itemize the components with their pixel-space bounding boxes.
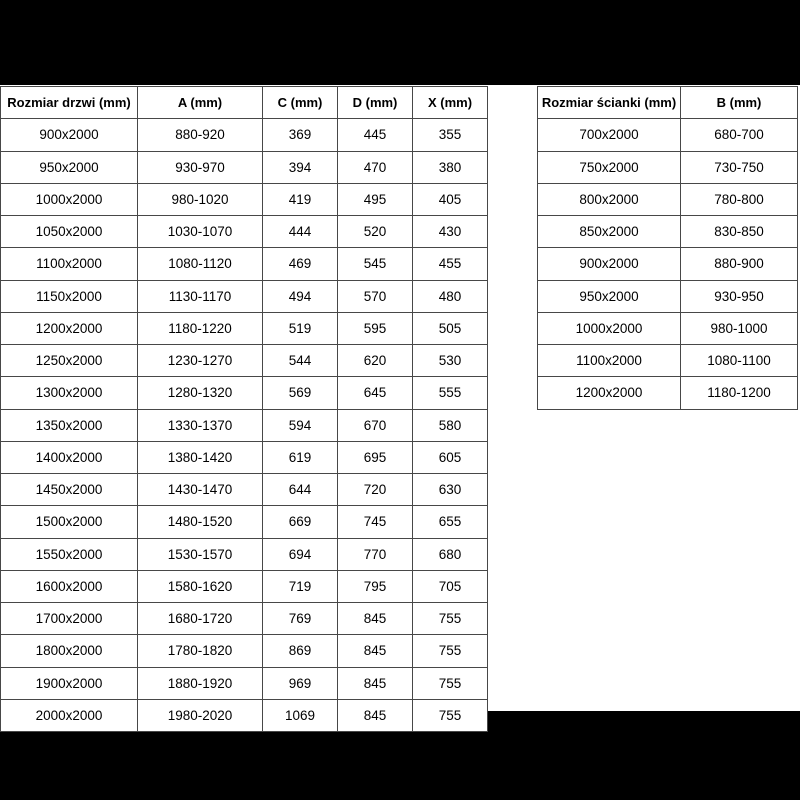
table-row [1, 248, 488, 280]
table-row [1, 603, 488, 635]
table-cell: 1000x2000 [1, 183, 138, 215]
table-cell: 695 [338, 441, 413, 473]
table-cell: 1880-1920 [138, 667, 263, 699]
table-cell: 494 [263, 280, 338, 312]
table-cell: 595 [338, 312, 413, 344]
table-cell: 1200x2000 [538, 377, 681, 409]
table-cell: 570 [338, 280, 413, 312]
table-row [538, 119, 798, 151]
table-cell: 750x2000 [538, 151, 681, 183]
table-cell: 950x2000 [538, 280, 681, 312]
table-cell: 950x2000 [1, 151, 138, 183]
table-cell: 369 [263, 119, 338, 151]
table-cell: 1100x2000 [1, 248, 138, 280]
table-cell: 1300x2000 [1, 377, 138, 409]
table-cell: 1000x2000 [538, 312, 681, 344]
table-cell: 980-1020 [138, 183, 263, 215]
table-row [1, 151, 488, 183]
table-cell: 795 [338, 570, 413, 602]
table-row [1, 635, 488, 667]
column-header: D (mm) [338, 87, 413, 119]
column-header: A (mm) [138, 87, 263, 119]
table-cell: 555 [413, 377, 488, 409]
table-cell: 355 [413, 119, 488, 151]
table-cell: 1680-1720 [138, 603, 263, 635]
table-cell: 1250x2000 [1, 345, 138, 377]
table-cell: 1900x2000 [1, 667, 138, 699]
table-cell: 980-1000 [681, 312, 798, 344]
table-cell: 605 [413, 441, 488, 473]
table-cell: 845 [338, 699, 413, 731]
table-cell: 519 [263, 312, 338, 344]
table-cell: 755 [413, 699, 488, 731]
table-cell: 1550x2000 [1, 538, 138, 570]
table-cell: 1580-1620 [138, 570, 263, 602]
table-row [538, 151, 798, 183]
table-cell: 2000x2000 [1, 699, 138, 731]
table-cell: 869 [263, 635, 338, 667]
table-row [538, 216, 798, 248]
table-cell: 545 [338, 248, 413, 280]
table-cell: 705 [413, 570, 488, 602]
table-row [538, 312, 798, 344]
table-cell: 1530-1570 [138, 538, 263, 570]
table-cell: 1450x2000 [1, 474, 138, 506]
table-cell: 419 [263, 183, 338, 215]
table-cell: 1180-1220 [138, 312, 263, 344]
table-cell: 470 [338, 151, 413, 183]
column-header: Rozmiar ścianki (mm) [538, 87, 681, 119]
table-cell: 720 [338, 474, 413, 506]
table-row [1, 506, 488, 538]
table-cell: 569 [263, 377, 338, 409]
table-cell: 630 [413, 474, 488, 506]
header-row [538, 87, 798, 119]
table-cell: 405 [413, 183, 488, 215]
table-row [1, 280, 488, 312]
table-cell: 480 [413, 280, 488, 312]
table-cell: 845 [338, 635, 413, 667]
table-cell: 1350x2000 [1, 409, 138, 441]
table-cell: 520 [338, 216, 413, 248]
table-cell: 900x2000 [538, 248, 681, 280]
table-cell: 1150x2000 [1, 280, 138, 312]
table-cell: 755 [413, 635, 488, 667]
table-cell: 930-950 [681, 280, 798, 312]
table-cell: 770 [338, 538, 413, 570]
table-cell: 880-900 [681, 248, 798, 280]
table-cell: 1600x2000 [1, 570, 138, 602]
table-row [538, 345, 798, 377]
table-cell: 1080-1120 [138, 248, 263, 280]
table-cell: 645 [338, 377, 413, 409]
table-cell: 444 [263, 216, 338, 248]
table-row [1, 119, 488, 151]
table-cell: 830-850 [681, 216, 798, 248]
table-cell: 644 [263, 474, 338, 506]
table-cell: 1780-1820 [138, 635, 263, 667]
table-cell: 1100x2000 [538, 345, 681, 377]
table-cell: 769 [263, 603, 338, 635]
table-cell: 669 [263, 506, 338, 538]
table-cell: 694 [263, 538, 338, 570]
table-row [1, 216, 488, 248]
table-cell: 730-750 [681, 151, 798, 183]
table-cell: 1130-1170 [138, 280, 263, 312]
table-cell: 670 [338, 409, 413, 441]
table-cell: 719 [263, 570, 338, 602]
table-cell: 1430-1470 [138, 474, 263, 506]
table-cell: 845 [338, 667, 413, 699]
table-row [1, 570, 488, 602]
table-cell: 1200x2000 [1, 312, 138, 344]
table-cell: 1080-1100 [681, 345, 798, 377]
table-cell: 495 [338, 183, 413, 215]
table-cell: 930-970 [138, 151, 263, 183]
table-cell: 700x2000 [538, 119, 681, 151]
table-cell: 594 [263, 409, 338, 441]
table-cell: 1400x2000 [1, 441, 138, 473]
column-header: B (mm) [681, 87, 798, 119]
table-cell: 1030-1070 [138, 216, 263, 248]
table-cell: 900x2000 [1, 119, 138, 151]
table-cell: 745 [338, 506, 413, 538]
table-row [1, 441, 488, 473]
table-cell: 455 [413, 248, 488, 280]
table-cell: 394 [263, 151, 338, 183]
table-cell: 505 [413, 312, 488, 344]
table-row [1, 345, 488, 377]
table-row [1, 474, 488, 506]
table-cell: 430 [413, 216, 488, 248]
table-cell: 620 [338, 345, 413, 377]
table-row [1, 409, 488, 441]
table-row [1, 377, 488, 409]
table-cell: 755 [413, 603, 488, 635]
column-header: X (mm) [413, 87, 488, 119]
table-row [1, 667, 488, 699]
table-cell: 969 [263, 667, 338, 699]
column-header: C (mm) [263, 87, 338, 119]
column-header: Rozmiar drzwi (mm) [1, 87, 138, 119]
wall-size-table [537, 86, 798, 410]
table-row [538, 183, 798, 215]
table-cell: 680 [413, 538, 488, 570]
table-row [538, 248, 798, 280]
table-cell: 380 [413, 151, 488, 183]
table-cell: 619 [263, 441, 338, 473]
table-cell: 755 [413, 667, 488, 699]
table-row [1, 312, 488, 344]
content-panel [0, 85, 800, 723]
table-row [538, 280, 798, 312]
door-size-table [0, 86, 488, 732]
table-cell: 800x2000 [538, 183, 681, 215]
table-cell: 1700x2000 [1, 603, 138, 635]
table-cell: 1380-1420 [138, 441, 263, 473]
table-cell: 544 [263, 345, 338, 377]
table-cell: 1230-1270 [138, 345, 263, 377]
table-cell: 680-700 [681, 119, 798, 151]
table-row [1, 183, 488, 215]
table-row [1, 538, 488, 570]
table-cell: 880-920 [138, 119, 263, 151]
table-cell: 1180-1200 [681, 377, 798, 409]
table-cell: 469 [263, 248, 338, 280]
table-cell: 1980-2020 [138, 699, 263, 731]
table-cell: 445 [338, 119, 413, 151]
table-cell: 1480-1520 [138, 506, 263, 538]
table-row [538, 377, 798, 409]
table-cell: 780-800 [681, 183, 798, 215]
header-row [1, 87, 488, 119]
table-row [1, 699, 488, 731]
table-cell: 1050x2000 [1, 216, 138, 248]
table-cell: 850x2000 [538, 216, 681, 248]
table-cell: 580 [413, 409, 488, 441]
table-cell: 1280-1320 [138, 377, 263, 409]
table-cell: 845 [338, 603, 413, 635]
table-cell: 530 [413, 345, 488, 377]
table-cell: 1800x2000 [1, 635, 138, 667]
table-cell: 1330-1370 [138, 409, 263, 441]
table-cell: 1500x2000 [1, 506, 138, 538]
table-cell: 1069 [263, 699, 338, 731]
table-cell: 655 [413, 506, 488, 538]
